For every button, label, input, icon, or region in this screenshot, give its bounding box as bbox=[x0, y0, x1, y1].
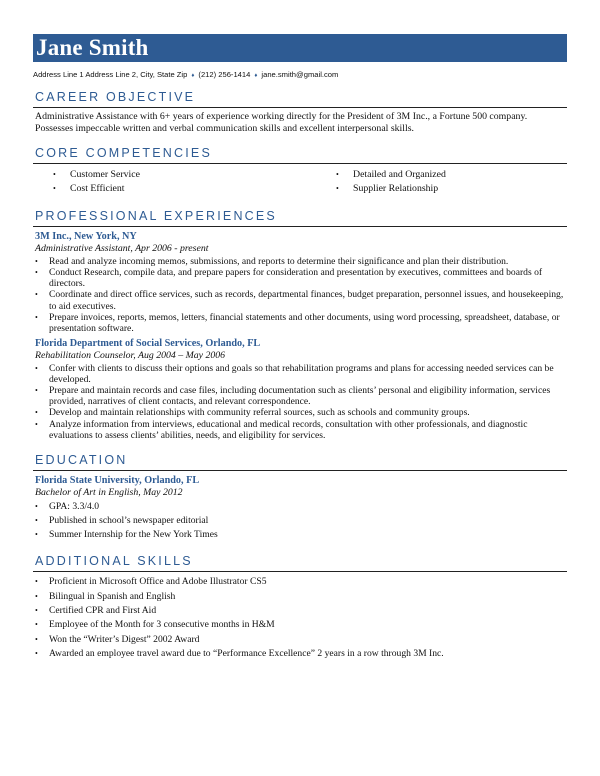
list-item: • Summer Internship for the New York Times bbox=[33, 528, 567, 542]
list-item: • Certified CPR and First Aid bbox=[33, 604, 567, 618]
school-name: Florida State University, Orlando, FL bbox=[35, 475, 200, 487]
list-item: • Detailed and Organized bbox=[316, 168, 556, 183]
education-details-list bbox=[33, 500, 567, 543]
diamond-separator-icon: ♦ bbox=[191, 73, 195, 79]
competencies-right-column bbox=[316, 168, 556, 198]
list-item: • Analyze information from interviews, educational and medical records, consultation with other professionals, and diagnostic evaluations to assess clients’ abilities, needs, and eligibility for services. bbox=[33, 419, 567, 441]
section-title-objective: CAREER OBJECTIVE bbox=[33, 90, 567, 108]
list-item: • Develop and maintain relationships with community referral sources, such as schools and community groups. bbox=[33, 407, 567, 418]
list-item: • Conduct Research, compile data, and prepare papers for consideration and presentation by executives, committees and boards of directors. bbox=[33, 267, 567, 289]
competencies-grid bbox=[33, 168, 567, 198]
list-item: • Won the “Writer’s Digest” 2002 Award bbox=[33, 633, 567, 647]
job-employer: 3M Inc., New York, NY bbox=[35, 231, 137, 243]
list-item: • Bilingual in Spanish and English bbox=[33, 590, 567, 604]
resume-page bbox=[33, 34, 567, 661]
job-employer: Florida Department of Social Services, Orlando, FL bbox=[35, 338, 261, 350]
job-duties-list bbox=[33, 256, 567, 334]
list-item: • Customer Service bbox=[33, 168, 316, 183]
contact-line bbox=[33, 70, 567, 79]
list-item: • Coordinate and direct office services, such as records, departmental finances, budget preparation, personnel issues, and housekeeping, to aid executives. bbox=[33, 289, 567, 311]
diamond-separator-icon: ♦ bbox=[254, 73, 258, 79]
section-title-education: EDUCATION bbox=[33, 453, 567, 471]
contact-address: Address Line 1 Address Line 2, City, State Zip bbox=[33, 70, 188, 79]
section-title-experience: PROFESSIONAL EXPERIENCES bbox=[33, 209, 567, 227]
name-banner bbox=[33, 34, 567, 62]
job-role: Rehabilitation Counselor, Aug 2004 – May 2006 bbox=[35, 350, 226, 362]
competencies-left-column bbox=[33, 168, 316, 198]
section-title-competencies: CORE COMPETENCIES bbox=[33, 146, 567, 164]
list-item: • GPA: 3.3/4.0 bbox=[33, 500, 567, 514]
skills-list bbox=[33, 575, 567, 661]
list-item: • Published in school’s newspaper editorial bbox=[33, 514, 567, 528]
list-item: • Prepare and maintain records and case files, including documentation such as clients’ personal and eligibility information, services provided, narratives of client contacts, and relevant correspondence. bbox=[33, 385, 567, 407]
list-item: • Supplier Relationship bbox=[316, 182, 556, 197]
degree: Bachelor of Art in English, May 2012 bbox=[35, 487, 183, 499]
list-item: • Prepare invoices, reports, memos, letters, financial statements and other documents, using word processing, spreadsheet, database, or presentation software. bbox=[33, 312, 567, 334]
objective-text: Administrative Assistance with 6+ years of experience working directly for the President of 3M Inc., a Fortune 500 company. Possesses impeccable written and verbal communication skills and excellent interpersonal skills. bbox=[35, 111, 528, 134]
job-duties-list bbox=[33, 363, 567, 441]
list-item: • Cost Efficient bbox=[33, 182, 316, 197]
applicant-name: Jane Smith bbox=[36, 35, 149, 60]
list-item: • Proficient in Microsoft Office and Adobe Illustrator CS5 bbox=[33, 575, 567, 589]
contact-phone: (212) 256-1414 bbox=[198, 70, 251, 79]
list-item: • Confer with clients to discuss their options and goals so that rehabilitation programs and plans for accessing needed services can be developed. bbox=[33, 363, 567, 385]
list-item: • Employee of the Month for 3 consecutive months in H&M bbox=[33, 618, 567, 632]
job-role: Administrative Assistant, Apr 2006 - present bbox=[35, 243, 209, 255]
list-item: • Awarded an employee travel award due to “Performance Excellence” 2 years in a row through 3M Inc. bbox=[33, 647, 567, 661]
contact-email[interactable]: jane.smith@gmail.com bbox=[261, 70, 339, 79]
list-item: • Read and analyze incoming memos, submissions, and reports to determine their significance and plan their distribution. bbox=[33, 256, 567, 267]
section-title-skills: ADDITIONAL SKILLS bbox=[33, 554, 567, 572]
